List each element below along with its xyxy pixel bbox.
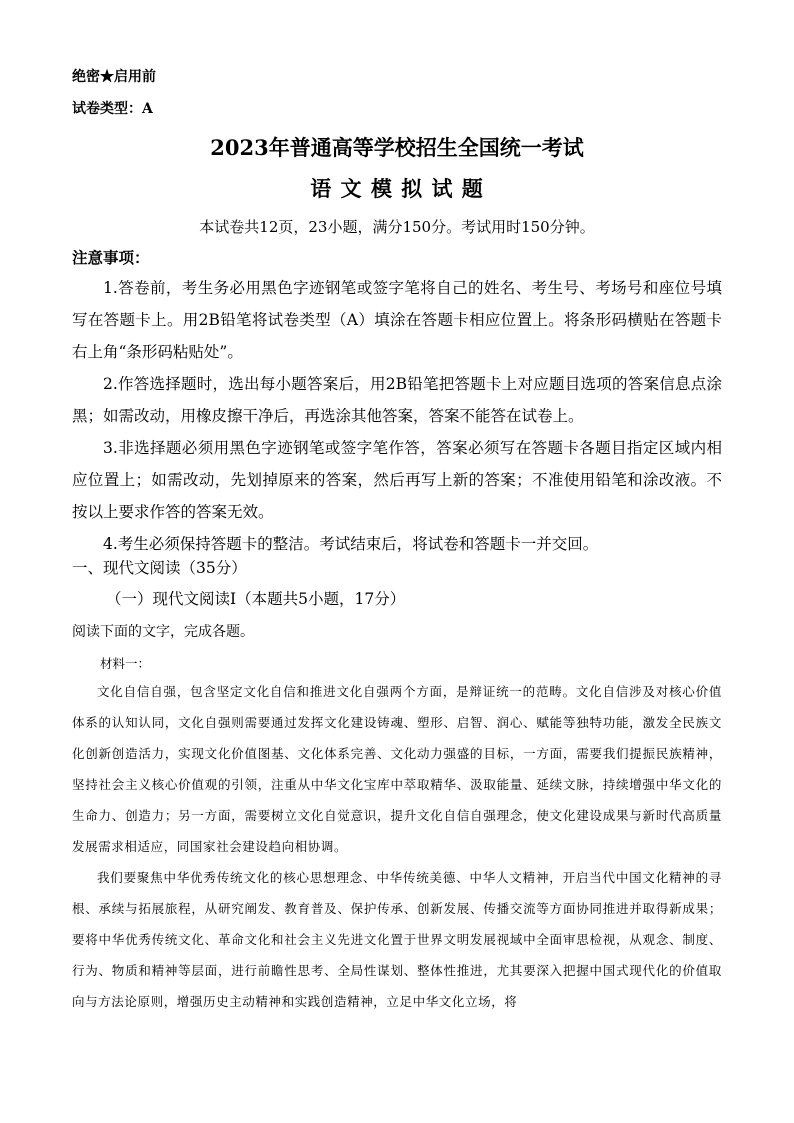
note-item-2: 2.作答选择题时，选出每小题答案后，用2B铅笔把答题卡上对应题目选项的答案信息点涂黑；如需改动，用橡皮擦干净后，再选涂其他答案，答案不能答在试卷上。 <box>72 375 722 425</box>
exam-title: 2023年普通高等学校招生全国统一考试 <box>210 135 584 160</box>
exam-info: 本试卷共12页，23小题，满分150分。考试用时150分钟。 <box>199 218 595 236</box>
note-item-1: 1.答卷前，考生务必用黑色字迹钢笔或签字笔将自己的姓名、考生号、考场号和座位号填写在答题卡上。用2B铅笔将试卷类型（A）填涂在答题卡相应位置上。将条形码横贴在答题卡右上角“条形码粘贴处”。 <box>72 279 722 361</box>
material-paragraph-1: 文化自信自强，包含坚定文化自信和推进文化自强两个方面，是辩证统一的范畴。文化自信涉及对核心价值体系的认知认同，文化自强则需要通过发挥文化建设铸魂、塑形、启智、润心、赋能等独特功能，激发全民族文化创新创造活力，实现文化价值图基、文化体系完善、文化动力强盛的目标，一方面，需要我们提振民族精神，坚持社会主义核心价值观的引领，注重从中华文化宝库中萃取精华、汲取能量、延续文脉，持续增强中华文化的生命力、创造力；另一方面，需要树立文化自觉意识，提升文化自信自强理念，使文化建设成果与新时代高质量发展需求相适应，同国家社会建设趋向相协调。 <box>72 684 722 854</box>
note-item-4: 4.考生必须保持答题卡的整洁。考试结束后，将试卷和答题卡一并交回。 <box>103 535 599 553</box>
paper-type-label: 试卷类型：A <box>72 101 153 117</box>
exam-subtitle: 语 文 模 拟 试 题 <box>310 176 484 201</box>
material-paragraph-2: 我们要聚焦中华优秀传统文化的核心思想理念、中华传统美德、中华人文精神，开启当代中国文化精神的寻根、承续与拓展旅程，从研究阐发、教育普及、保护传承、创新发展、传播交流等方面协同推进并取得新成果；要将中华优秀传统文化、革命文化和社会主义先进文化置于世界文明发展视域中全面审思检视，从观念、制度、行为、物质和精神等层面，进行前瞻性思考、全局性谋划、整体性推进，尤其要深入把握中国式现代化的价值取向与方法论原则，增强历史主动精神和实践创造精神，立足中华文化立场，将 <box>72 870 722 1009</box>
secret-label: 绝密★启用前 <box>72 69 156 85</box>
notes-heading: 注意事项： <box>72 248 150 267</box>
material-label: 材料一： <box>100 656 151 671</box>
subsection-heading: （一）现代文阅读Ⅰ（本题共5小题，17分） <box>106 590 406 608</box>
reading-instruction: 阅读下面的文字，完成各题。 <box>72 624 254 640</box>
section-heading: 一、现代文阅读（35分） <box>72 559 247 577</box>
note-item-3: 3.非选择题必须用黑色字迹钢笔或签字笔作答，答案必须写在答题卡各题目指定区域内相应位置上；如需改动，先划掉原来的答案，然后再写上新的答案；不准使用铅笔和涂改液。不按以上要求作答的答案无效。 <box>72 439 722 521</box>
